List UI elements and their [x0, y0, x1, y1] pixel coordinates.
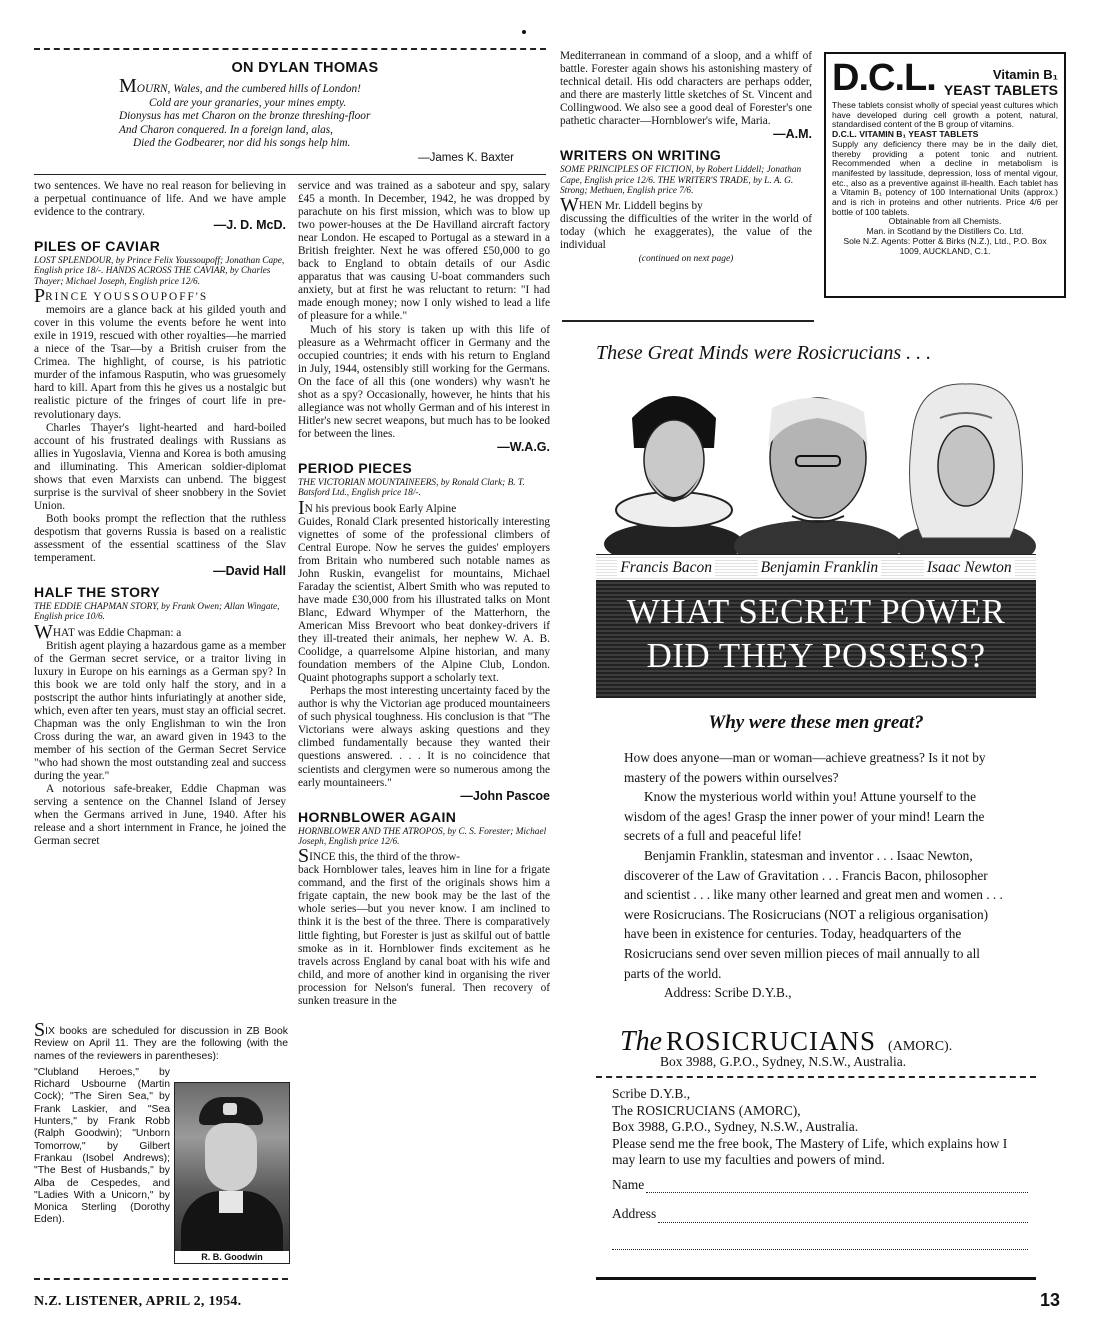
photo-caption: R. B. Goodwin — [175, 1251, 289, 1263]
rc-p2: Know the mysterious world within you! Attune yourself to the wisdom of the ages! Grasp the inner power of your mind! Learn the secrets of a full and peaceful life! — [624, 789, 985, 844]
piles-p2: Charles Thayer's light-hearted and hard-boiled account of his frustrated dealings with Russians as allies in Yugoslavia, Vienna and Korea is both amusing and illuminating. This American soldier-diplomat shows that even Marxists can unbend. The biggest surprise is the survival of sheer snobbery in the Soviet Union. — [34, 421, 286, 512]
poem-title: ON DYLAN THOMAS — [231, 60, 379, 76]
horn-heading: HORNBLOWER AGAIN — [298, 808, 457, 825]
rosicrucian-ad — [596, 340, 1036, 366]
poem-author: —James K. Baxter — [418, 151, 514, 164]
piles-p3: Both books prompt the reflection that the ruthless despotism that governs Russia is based on a realistic assessment of the essential scattiness of the Slav temperament. — [34, 512, 286, 565]
rule-under-poem — [34, 174, 546, 175]
half-drop: W — [34, 620, 53, 643]
rc-body — [624, 748, 1006, 1003]
rule-top — [34, 48, 546, 53]
poem-line: OURN, Wales, and the cumbered hills of London! — [136, 83, 361, 95]
coupon-l2: The ROSICRUCIANS (AMORC), — [612, 1102, 801, 1118]
dcl-body4: Man. in Scotland by the Distillers Co. Ltd. — [866, 226, 1024, 237]
horn-p1: back Hornblower tales, leaves him in line for a frigate command, and the first of the originals shows him a frigate captain, the new book may be the last of the whole series—but you never know. I am inclined to think it is the best of the three. There is comparatively little fighting, but Forester is just as skilful out of battle smoke as in it. Hornblower finds excitement as he travels across England by canal boat with his wife and child, and more of another kind in organising the river procession for Nelson's funeral. Then recovery of sunken treasure in the — [298, 864, 550, 1007]
piles-p1: memoirs are a glance back at his gilded youth and cover in this volume the events before he went into exile in 1919, rescued with other royalties—he married a niece of the Tsar—by a British cruiser from the Crimea. The highlight, of course, is his patriotic murder of the infamous Rasputin, who was gruesomely hard to kill. Apart from this he gives us a nostalgic but realistic picture of the fringes of court life in pre-revolutionary days. — [34, 304, 286, 421]
dcl-tag1: Vitamin B₁ — [992, 67, 1058, 82]
coupon-l1: Scribe D.Y.B., — [612, 1086, 691, 1101]
horn-drop: S — [298, 845, 310, 868]
period-sig: —John Pascoe — [460, 788, 550, 803]
period-sub: THE VICTORIAN MOUNTAINEERS, by Ronald Clark; B. T. Batsford Ltd., English price 18/-. — [298, 477, 525, 499]
zb-photo — [174, 1082, 290, 1264]
half-heading: HALF THE STORY — [34, 584, 161, 601]
coupon-address-label: Address — [612, 1206, 657, 1221]
writers-p1: discussing the difficulties of the writer in the world of today (which he exaggerates), the value of the individual — [560, 213, 812, 252]
coupon-name-field[interactable] — [646, 1180, 1028, 1193]
bacon-portrait — [604, 396, 744, 554]
poem-drop: M — [119, 75, 137, 97]
half-p1: British agent playing a hazardous game as a member of the German secret service, or a traitor living in luxury in Europe on his earnings as a German spy? In this book we are told only half the story, and in a postscript the author hints infuriatingly at another side, which, even after ten years, must stay an official secret. Chapman was the only Englishman to win the Iron Cross during the war, an award given in 1943 to the member of his section of the German Secret Service "who had shown the most outstanding zeal and success during the year." — [34, 639, 286, 783]
newton-portrait — [896, 384, 1036, 554]
zb-box — [34, 1019, 288, 1282]
coupon-request: Please send me the free book, The Mastery of Life, which explains how I may learn to use my faculties and powers of mind. — [612, 1135, 1008, 1167]
column-2 — [298, 180, 550, 1008]
col2-p2: Much of his story is taken up with this life of pleasure as a Wehrmacht officer in Germany and the occupied countries; it ends with his return to England in July, 1944, ostensibly still working for the Germans. On the face of all this (one wonders) why wasn't he shot as a spy? Occasionally, however, he hints that his allegiance was not wholly German and of his interest in Hitler's new secret weapons, but much has to be looked for between the lines. — [298, 323, 550, 440]
coupon-name-label: Name — [612, 1176, 645, 1192]
writers-cont: (continued on next page) — [638, 254, 734, 265]
rc-banner-line2: DID THEY POSSESS? — [646, 636, 986, 675]
column-3 — [560, 50, 812, 266]
rc-portraits — [596, 378, 1036, 554]
zb-text-a: IX books are scheduled for discussion in ZB Book Review on April 11. They are the following (with the names of the reviewers in parentheses): — [34, 1026, 288, 1062]
portraits-illustration — [596, 378, 1036, 554]
column-1 — [34, 180, 286, 849]
poem-body — [119, 75, 546, 151]
coupon-l3: Box 3988, G.P.O., Sydney, N.S.W., Australia. — [612, 1119, 859, 1134]
piles-lead: RINCE YOUSSOUPOFF'S — [45, 291, 209, 304]
zb-drop: S — [34, 1019, 46, 1041]
poem-block — [34, 60, 546, 164]
dcl-body3: Obtainable from all Chemists. — [888, 216, 1002, 227]
period-drop: I — [298, 496, 305, 519]
rc-org-box: Box 3988, G.P.O., Sydney, N.S.W., Australia. — [660, 1054, 907, 1069]
zb-text-b: "Clubland Heroes," by Richard Usbourne (Martin Cock); "The Siren Sea," by Frank Laskier, and "Sea Hunters," by Frank Robb (Ralph Goodwin); "Unborn Tomorrow," by Gilbert Frankau (Isobel Andrews); "The Best of Husbands," by Alba de Cespedes, and "Ladies With a Unicorn," by Monica Sterling (Dorothy Eden). — [34, 1066, 170, 1226]
col3-sig: —A.M. — [773, 127, 812, 142]
horn-sub: HORNBLOWER AND THE ATROPOS, by C. S. Forester; Michael Joseph, English price 12/6. — [298, 826, 547, 847]
piles-sig: —David Hall — [213, 564, 286, 579]
period-lead: N his previous book Early Alpine — [304, 502, 457, 515]
piles-sub: LOST SPLENDOUR, by Prince Felix Youssoupoff; Jonathan Cape, English price 18/-. HANDS ACROSS THE CAVIAR, by Charles Thayer; Michael Joseph, English price 12/6. — [34, 256, 285, 287]
writers-lead: HEN Mr. Liddell begins by — [578, 200, 703, 213]
dcl-ad — [824, 52, 1066, 298]
dcl-body2: Supply any deficiency there may be in the daily diet, thereby providing a potent tonic and nutrient. Recommended when a decline in metabolism is manifested by lassitude, depression, loss of mental vigour, etc., also as a preventive against ill-health. Each tablet has a Vitamin B₁ potency of 100 International Units (approx.) and is rich in proteins and other nutrients. Price 4/6 per bottle of 100 tablets. — [832, 138, 1058, 217]
dcl-brand: D.C.L. — [832, 57, 936, 99]
rc-name-newton: Isaac Newton — [924, 559, 1015, 577]
rc-org-the: The — [620, 1026, 662, 1057]
cap-badge — [223, 1103, 237, 1115]
horn-lead: INCE this, the third of the throw- — [309, 851, 461, 864]
period-p2: Perhaps the most interesting uncertainty faced by the author is why the Victorian age produced mountaineers of such physical toughness. His conclusion is that "The Victorians were always asking questions and they climbed fundamentally because they wanted their questions answered. . . . It is no coincidence that scientists and clergymen were so numerous among the early mountaineers." — [298, 685, 550, 789]
rule-coupon — [596, 1076, 1036, 1081]
face-shape — [205, 1123, 257, 1191]
rc-p1: How does anyone—man or woman—achieve greatness? Is it not by mastery of the powers within ourselves? — [624, 750, 986, 785]
rc-banner-line1: WHAT SECRET POWER — [626, 592, 1006, 631]
rc-headline: These Great Minds were Rosicrucians . . . — [596, 342, 932, 364]
col2-p1: service and was trained as a saboteur and spy, salary £45 a month. In December, 1942, he was dropped by parachute on his first mission, which was to blow up two power-houses at the De Havilland aircraft factory near London. He escaped to Portugal as a steward in a British freighter. Next he was offered £50,000 to go back to England to obtain details of our Asdic apparatus that was causing U-boat commanders such anxiety, but at first he was reluctant to return: "I had made enough money; now I only wished to lead a life of pleasure for a while." — [298, 180, 550, 323]
coupon-address-field-2[interactable] — [612, 1229, 1028, 1250]
dcl-body1: These tablets consist wholly of special yeast cultures which have developed during cell growth a potent, natural, standardised content of the B group of vitamins. — [832, 100, 1058, 130]
rc-name-franklin: Benjamin Franklin — [758, 559, 882, 577]
rc-name-strip — [596, 554, 1036, 581]
rule-ad-bottom — [596, 1277, 1036, 1280]
footer-left: N.Z. LISTENER, APRIL 2, 1954. — [34, 1294, 242, 1309]
half-lead: HAT was Eddie Chapman: a — [52, 626, 182, 639]
rc-address-line: Address: Scribe D.Y.B., — [664, 985, 792, 1001]
dcl-tag2: YEAST TABLETS — [943, 82, 1058, 98]
rule-col3-bottom — [562, 320, 814, 322]
poem-line: Dionysus has met Charon on the bronze threshing-floor — [119, 110, 371, 122]
period-p1: Guides, Ronald Clark presented historically interesting vignettes of some of the professional climbers of Central Europe. Now he serves the guides' employers from Britain who numbered such notable names as John Ruskin, evangelist for mountains, Michael Faraday the scientist, Albert Smith who was reputed to have made £30,000 from his illustrated talks on Mont Blanc, Edward Whymper of the Matterhorn, the American Miss Brevoort who beat donkey-drivers if they ill-treated their animals, her nephew W. A. B. Coolidge, a quarrelsome Alpine historian, and many foundation members of the Alpine Club, London. Quaint photographs support a scholarly text. — [298, 515, 550, 685]
coupon-address-field[interactable] — [658, 1210, 1028, 1223]
page-number: 13 — [1040, 1290, 1061, 1310]
piles-heading: PILES OF CAVIAR — [34, 238, 161, 255]
rc-org-name: ROSICRUCIANS — [666, 1026, 877, 1056]
poem-line: Cold are your granaries, your mines empty. — [149, 96, 347, 109]
col2-sig1: —W.A.G. — [497, 439, 550, 454]
rule-zb-bottom — [34, 1278, 288, 1283]
collar-shape — [219, 1191, 243, 1213]
rc-coupon — [612, 1086, 1028, 1250]
writers-heading: WRITERS ON WRITING — [560, 147, 722, 164]
writers-sub: SOME PRINCIPLES OF FICTION, by Robert Liddell; Jonathan Cape, English price 12/6. THE WRITER'S TRADE, by L. A. G. Strong; Methuen, English price 7/6. — [560, 165, 802, 196]
rc-org-amorc: (AMORC). — [888, 1039, 953, 1054]
rc-banner — [596, 580, 1036, 698]
franklin-portrait — [734, 398, 902, 554]
poem-line: And Charon conquered. In a foreign land, alas, — [119, 123, 333, 136]
rc-name-bacon: Francis Bacon — [617, 559, 715, 577]
poem-line: Died the Godbearer, nor did his songs help him. — [133, 137, 351, 149]
piles-drop: P — [34, 285, 46, 308]
top-dot — [522, 30, 526, 34]
half-sub: THE EDDIE CHAPMAN STORY, by Frank Owen; Allan Wingate, English price 10/6. — [34, 602, 280, 623]
dcl-body5: Sole N.Z. Agents: Potter & Birks (N.Z.), Ltd., P.O. Box 1009, AUCKLAND, C.1. — [843, 235, 1047, 256]
dcl-body-bold: D.C.L. VITAMIN B₁ YEAST TABLETS — [832, 129, 979, 140]
half-p2: A notorious safe-breaker, Eddie Chapman was serving a sentence on the Channel Island of Jersey when the Germans arrived in June, 1940. After his release and a short internment in France, he joined the German secret — [34, 783, 286, 848]
rc-p3: Benjamin Franklin, statesman and inventor . . . Isaac Newton, discoverer of the Law of Gravitation . . . Francis Bacon, philosopher and scientist . . . like many other learned and great men and women . . . were Rosicrucians. The Rosicrucians (NOT a religious organisation) have been in existence for centuries. Today, headquarters of the Rosicrucians send over seven million pieces of mail annually to all parts of the world. — [624, 847, 1003, 981]
writers-drop: W — [560, 194, 579, 217]
col1-intro: two sentences. We have no real reason for believing in a perpetual continuance of life. And we have ample evidence to the contrary. — [34, 180, 286, 219]
col1-intro-sig: —J. D. McD. — [213, 218, 286, 233]
rc-question: Why were these men great? — [708, 712, 924, 733]
col3-p1: Mediterranean in command of a sloop, and a whiff of battle. Forester again shows his astonishing mastery of technical detail. His odd characters are perhaps odder, and there are masterly little sketches of St. Vincent and Collingwood. We also see a good deal of Forester's one pathetic character—Hornblower's wife, Maria. — [560, 50, 812, 128]
period-heading: PERIOD PIECES — [298, 459, 413, 476]
